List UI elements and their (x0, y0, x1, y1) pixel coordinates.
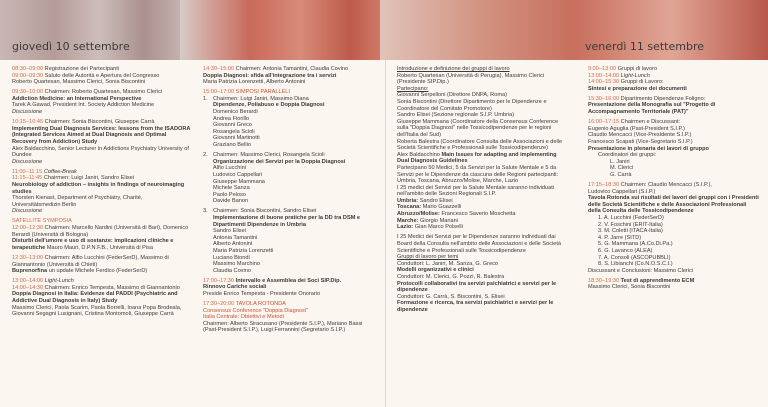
event-time: 14:30–15:00 (203, 66, 235, 72)
region-name: Marche: (397, 217, 419, 224)
panelist: 1. A. Lucchini (FederSerD) (598, 214, 664, 221)
event-time: 10:15–10:45 (12, 119, 44, 126)
event-people: Ludovico Cappellari (S.I.P.) (588, 188, 656, 195)
schedule-column-3 (397, 66, 569, 313)
schedule-column-2 (203, 66, 375, 334)
group-leaders: Conduttori: L. Janiri, M. Sanza, G. Greco (397, 260, 499, 267)
symposium-3 (203, 208, 375, 274)
speaker: Giovanni Greco (213, 122, 252, 129)
event (203, 89, 375, 96)
event-people: un update Michele Ferdico (FederSerD) (48, 268, 148, 275)
event-title: Doppia Diagnosi: sfida all'integrazione tra i servizi (203, 72, 337, 79)
event (12, 73, 192, 86)
event (203, 278, 375, 298)
day-title-left: giovedì 10 settembre (12, 40, 130, 53)
section-heading: SATELLITE SYMPOSIA (12, 218, 72, 225)
participant: Giuseppe Mammana (Coordinatore della Consensus Conference sulla "Doppia Diagnosi" nelle Tossicodipendenze per le regioni dell'Italia del Sud) (397, 118, 559, 138)
event (588, 96, 760, 116)
talk-title: Main Issues for adapting and implementing Dual Diagnosis Guidelines (397, 151, 557, 165)
speaker: Claudia Covino (213, 267, 251, 274)
event-title: Buprenorfina (12, 268, 48, 275)
speaker: Domenico Berardi (213, 109, 258, 116)
group-title: Protocolli collaborativi tra servizi psichiatrici e servizi per le dipendenze (397, 280, 557, 294)
event-text: Test di apprendimento ECM (620, 277, 695, 284)
event-time: 16:00–17:15 (588, 119, 620, 126)
event-title: Sintesi e preparazione dei documenti (588, 85, 687, 92)
event-people: Maria Patrizia Lorenzetti, Alberto Antonini (203, 79, 306, 86)
event-time: 09:00–09:30 (12, 72, 44, 79)
speaker: Ludovico Cappellari (213, 171, 263, 178)
event-text: Dipartimento Dipendenze Foligno: (620, 95, 706, 102)
speaker: Claudio Mencacci (Vice-Presidente S.I.P.) (588, 132, 692, 139)
event (12, 66, 192, 73)
day-title-right: venerdì 11 settembre (585, 40, 705, 53)
event-text: Chairmen: Claudio Mencacci (S.I.P.), (620, 182, 712, 188)
coordinators-label: Coordinatori dei gruppi: (598, 152, 657, 159)
discussion: Discussione (12, 158, 43, 165)
symposium-number: 3. (203, 208, 208, 215)
event (588, 79, 760, 92)
event-time: 12:00–12:30 (12, 225, 44, 232)
event-text: SIMPOSI PARALLELI (235, 89, 290, 96)
event (12, 285, 192, 318)
event-time: 17:15–18:30 (588, 182, 620, 188)
speaker: Antonia Tamantini (213, 234, 258, 241)
event (588, 73, 760, 80)
event-text: Light-Lunch (620, 72, 650, 79)
coordinator: L. Janiri (610, 158, 630, 165)
symposium-title: Organizzazione dei Servizi per la Doppia Diagnosi (213, 158, 346, 165)
event (588, 66, 760, 73)
event-text: Light-Lunch (44, 278, 74, 285)
event-people: Massimo Clerici, Sonia Biscontini (588, 284, 671, 291)
event-people: Tarek A.Gawad, President Int. Society Addiction Medicine (12, 102, 155, 109)
event-people: Thorsten Kienast, Department of Psychiatry, Charité, Universitätsmedizin Berlin (12, 195, 143, 208)
speaker: Rosangela Scioli (213, 128, 255, 135)
region-person: Mario Guazzelli (422, 204, 462, 211)
event (588, 278, 760, 291)
panelist: 4. P. Jarre (SITD) (598, 234, 642, 241)
event-text: Intervallo e Assemblea dei Soci SIP.Dip. (235, 277, 342, 284)
event-text: Chairmen: Marcello Nardini (Università di Bari), Domenico Berardi (Università di Bologna) (12, 225, 189, 238)
speaker: Alberto Antonini (213, 241, 253, 248)
region-person: Francesco Saverio Moschetta (441, 211, 516, 218)
event-subtitle: Consensus Conference "Doppia Diagnosi" (203, 307, 309, 314)
event-title: Addiction Medicine: an International Perspective (12, 95, 142, 102)
event-time: 11:15–11:45 (12, 175, 43, 182)
speaker: Paolo Peloso (213, 191, 246, 198)
event-people: Roberto Quartesan, Massimo Clerici, Sonia Biscontini (12, 79, 146, 86)
event-text: Coffee-Break (43, 168, 77, 175)
event-title: Presentazione in plenaria dei lavori di gruppo (588, 145, 709, 152)
symposium-chair: Chairmen: Luigi Janiri, Massimo Diana (213, 95, 309, 102)
event-text: Chairmen: Antonia Tamantini, Claudia Covino (235, 66, 349, 72)
event (588, 182, 760, 274)
group-title: Modelli organizzativi e clinici (397, 267, 474, 274)
event (203, 66, 375, 86)
event-text: TAVOLA ROTONDA (235, 301, 286, 308)
participant: Sandro Elisei (Sezione regionale S.I.P. Umbria) (397, 112, 515, 119)
region-name: Abruzzo/Molise: (397, 211, 440, 218)
event-time: 14:00–15:30 (588, 79, 620, 86)
speaker: Michele Sanza (213, 185, 250, 192)
speaker: Davide Banon (213, 198, 249, 205)
symposium-chair: Chairmen: Massimo Clerici, Rosangela Scioli (213, 152, 325, 159)
speaker: Graziano Bellio (213, 142, 251, 149)
region-person: Sandro Elisei (419, 197, 453, 204)
event-people: Chairmen: Alberto Siracusano (Presidente S.I.P.), Mariano Bassi (Past-President S.I.P.), Luigi Ferrannini (Segretario S.I.P.) (203, 320, 363, 334)
event-text: Gruppi di lavoro (617, 66, 658, 72)
speaker: Giovanni Martinotti (213, 135, 260, 142)
event-subtitle: Italia Centrale: Obiettivi e Metodi (203, 314, 284, 321)
event (203, 301, 375, 334)
participant: Sonia Biscontini (Direttore Dipartimento per le Dipendenze e Coordinatore del Comitato Promotore) (397, 98, 547, 112)
schedule-column-4 (588, 66, 760, 291)
event-text: Chairmen: Roberto Quartesan, Massimo Clerici (44, 89, 163, 96)
event-time: 9:00–13:00 (588, 66, 616, 72)
paragraph: I 25 medici dei Servizi per la Salute Mentale saranno individuati nell'ambito delle Sezioni Regionali S.I.P. (397, 184, 555, 198)
panelist: 5. G. Mammana (A.Co.Di.Pa.) (598, 241, 673, 248)
event (12, 278, 192, 285)
event-time: 12:30–13:00 (12, 254, 44, 261)
event-people: Mauro Mauri, D.P.N.F.B., Università di Pisa (46, 244, 154, 251)
speaker: Maria Patrizia Lorenzetti (213, 247, 274, 254)
speaker: Eugenio Aguglia (Past-President S.I.P.) (588, 125, 685, 132)
header-texture (380, 0, 768, 60)
speaker: Giuseppe Mammana (213, 178, 265, 185)
section-heading: Partecipano: (397, 85, 429, 92)
event (12, 225, 192, 251)
event (12, 89, 192, 115)
speaker: Francesco Scapati (Vice-Segretario S.I.P.) (588, 138, 693, 145)
panelist: 6. G. Lavanco (ALEA) (598, 247, 653, 254)
paragraph: I 25 Medici dei Servizi per le Dipendenze saranno individuati dai Board della Consulta nell'ambito delle Associazioni e delle Società Scientifiche e Professionali sulle Tossicodipendenze (397, 234, 562, 254)
event-time: 17:30–20:00 (203, 301, 235, 308)
region-person: Giorgio Mariani (420, 217, 458, 224)
event-time: 17:00–17:30 (203, 277, 235, 284)
symposium-1 (203, 96, 375, 149)
event-title: Implementing Dual Diagnosis Services: lessons from the ISADORA (Integrated Services Aimed at Dual Diagnosis and Optimal Recovery from Addiction) Study (12, 125, 191, 145)
event-title: Presentazione della Monografia sul "Progetto di Accompagnamento Territoriale (PAT)" (588, 102, 716, 116)
event-text: Gruppi di Lavoro: (620, 79, 664, 86)
participant: Roberta Balestra (Coordinatore Consulta delle Associazioni e delle Società Scientifiche e Professionali sulle Tossicodipendenze) (397, 138, 563, 152)
event-time: 08:30–09:00 (12, 66, 44, 72)
event-time: 13:00–14:00 (12, 278, 44, 285)
event-title: Neurobiology of addiction – insights in findings of neuroimaging studies (12, 182, 185, 195)
header-right-band (380, 0, 768, 60)
event-text: Registrazione dei Partecipanti (44, 66, 119, 72)
participant: Giovanni Serpelloni (Direttore DNPA, Roma) (397, 92, 507, 99)
speaker: Luciano Biondi (213, 254, 250, 261)
panelist: 2. V. Foschini (ERIT-Italia) (598, 221, 663, 228)
event (588, 119, 760, 178)
event-title: Doppia Diagnosi in Italia: Evidenze dal PADDI (Psychiatric and Addictive Dual Diagnosis in Italy) Study (12, 291, 178, 304)
panelist: 3. M. Coletti (ITACA-Italia) (598, 228, 663, 235)
event-time: 18:30–19:30 (588, 277, 620, 284)
event-title: Tavola Rotonda sui risultati dei lavori dei gruppi con i Presidenti delle Società Scientifiche e delle Associazioni Professionali della Consulta delle Tossicodipendenze (588, 195, 759, 215)
panelist: 7. A. Consoli (ASCOPUBBLI) (598, 254, 671, 261)
event (12, 175, 192, 215)
event-time: 14:00–14:30 (12, 284, 44, 291)
event-text: Chairmen: Luigi Janiri, Sandro Elisei (43, 175, 135, 182)
event (12, 119, 192, 165)
schedule-column-1 (12, 66, 192, 318)
event-time: 09:30–10:00 (12, 89, 44, 96)
event-title: Disturbi dell'umore e uso di sostanze: implicazioni cliniche e terapeutiche (12, 238, 174, 251)
speaker: Alex Baldacchino (397, 151, 440, 158)
group-title: Formazione e ricerca, tra servizi psichiatrici e servizi per le dipendenze (397, 300, 554, 313)
symposium-number: 1. (203, 95, 208, 102)
event-time: 13:00–14:00 (588, 72, 620, 79)
speaker: Sandro Elisei (213, 228, 246, 235)
speaker: Alfio Lucchini (213, 165, 246, 172)
section-heading: Introduzione e definizione dei gruppi di lavoro (397, 66, 510, 72)
symposium-chair: Chairmen: Sonia Biscontini, Sandro Elisei (213, 208, 317, 215)
event-people: Preside Enrico Tempesta - Presidente Onorario (203, 291, 321, 297)
column-divider (385, 60, 386, 407)
symposium-number: 2. (203, 152, 208, 159)
discussion: Discussione (12, 109, 43, 116)
event (12, 169, 192, 176)
region-name: Toscana: (397, 204, 422, 211)
event-people: Massimo Clerici, Paola Scarim, Paola Borrelli, Ioana Popa Brodeala, Giovanni Segagni Lusignani, Cristina Montomoli, Giuseppe Carrà (12, 304, 182, 318)
symposium-title: Dipendenze, Poliabuso e Doppia Diagnosi (213, 102, 325, 109)
event-text: Chairmen: Sonia Biscontini, Giuseppe Carrà (44, 119, 155, 126)
symposium-2 (203, 152, 375, 205)
group-leaders: Conduttori: G. Carrà, S. Biscontini, S. Elisei (397, 293, 505, 300)
event-people: Roberto Quartesan (Università di Perugia), Massimo Clerici (Presidente SIP.Dip.) (397, 72, 545, 86)
speaker: Massimo Marchino (213, 261, 260, 268)
symposium-title: Implementazione di buone pratiche per la DD tra DSM e Dipartimenti Dipendenze in Umbria (213, 214, 361, 228)
panelist: 8. S. Libianchi (Co.N.O.S.C.I.) (598, 261, 673, 268)
event-text: Chairmen: Enrico Tempesta, Massimo di Giannantonio (44, 284, 180, 291)
event-text: Saluto delle Autorità e Apertura del Congresso (44, 72, 160, 79)
event-time: 15:30–16:00 (588, 95, 620, 102)
header-texture (180, 0, 380, 60)
region-name: Umbria: (397, 197, 419, 204)
event-text: Chairmen e Discussant: (620, 119, 681, 126)
event-text: Chairmen: Alfio Lucchini (FederSerD), Massimo di Giannantonio (Università di Chieti) (12, 254, 169, 268)
group-leaders: Conduttori: M. Clerici, G. Pozzi, R. Balestra (397, 273, 505, 280)
event-people: Alex Baldacchino, Senior Lecturer in Addictions Psychiatry University of Dundee (12, 145, 189, 159)
paragraph: Partecipano 50 Medici, 5 da Servizi per la Salute Mentale e 5 da Servizi per le Dipendenze da ciascuna delle Regioni partecipanti: Umbria, Toscana, Abruzzo/Molise, Marche, Lazio (397, 164, 559, 185)
region-person: Gian Marco Polselli (414, 224, 463, 231)
section-heading: Gruppi di lavoro per temi (397, 254, 459, 261)
region-name: Lazio: (397, 224, 414, 231)
region-list (397, 198, 569, 231)
discussion: Discussione (12, 208, 43, 215)
speaker: Andrea Fiorillo (213, 115, 250, 122)
event-time: 15:00–17:00 (203, 89, 235, 96)
coordinator: G. Carrà (610, 171, 632, 178)
coordinator: M. Clerici (610, 165, 634, 172)
event-title: Rinnovo Cariche sociali (203, 284, 267, 291)
event-time: 11:00–11:15 (12, 168, 43, 175)
event (12, 255, 192, 275)
conclusion: Discussant e Conclusioni: Massimo Clerici (588, 267, 694, 274)
header-mid-band (180, 0, 380, 60)
